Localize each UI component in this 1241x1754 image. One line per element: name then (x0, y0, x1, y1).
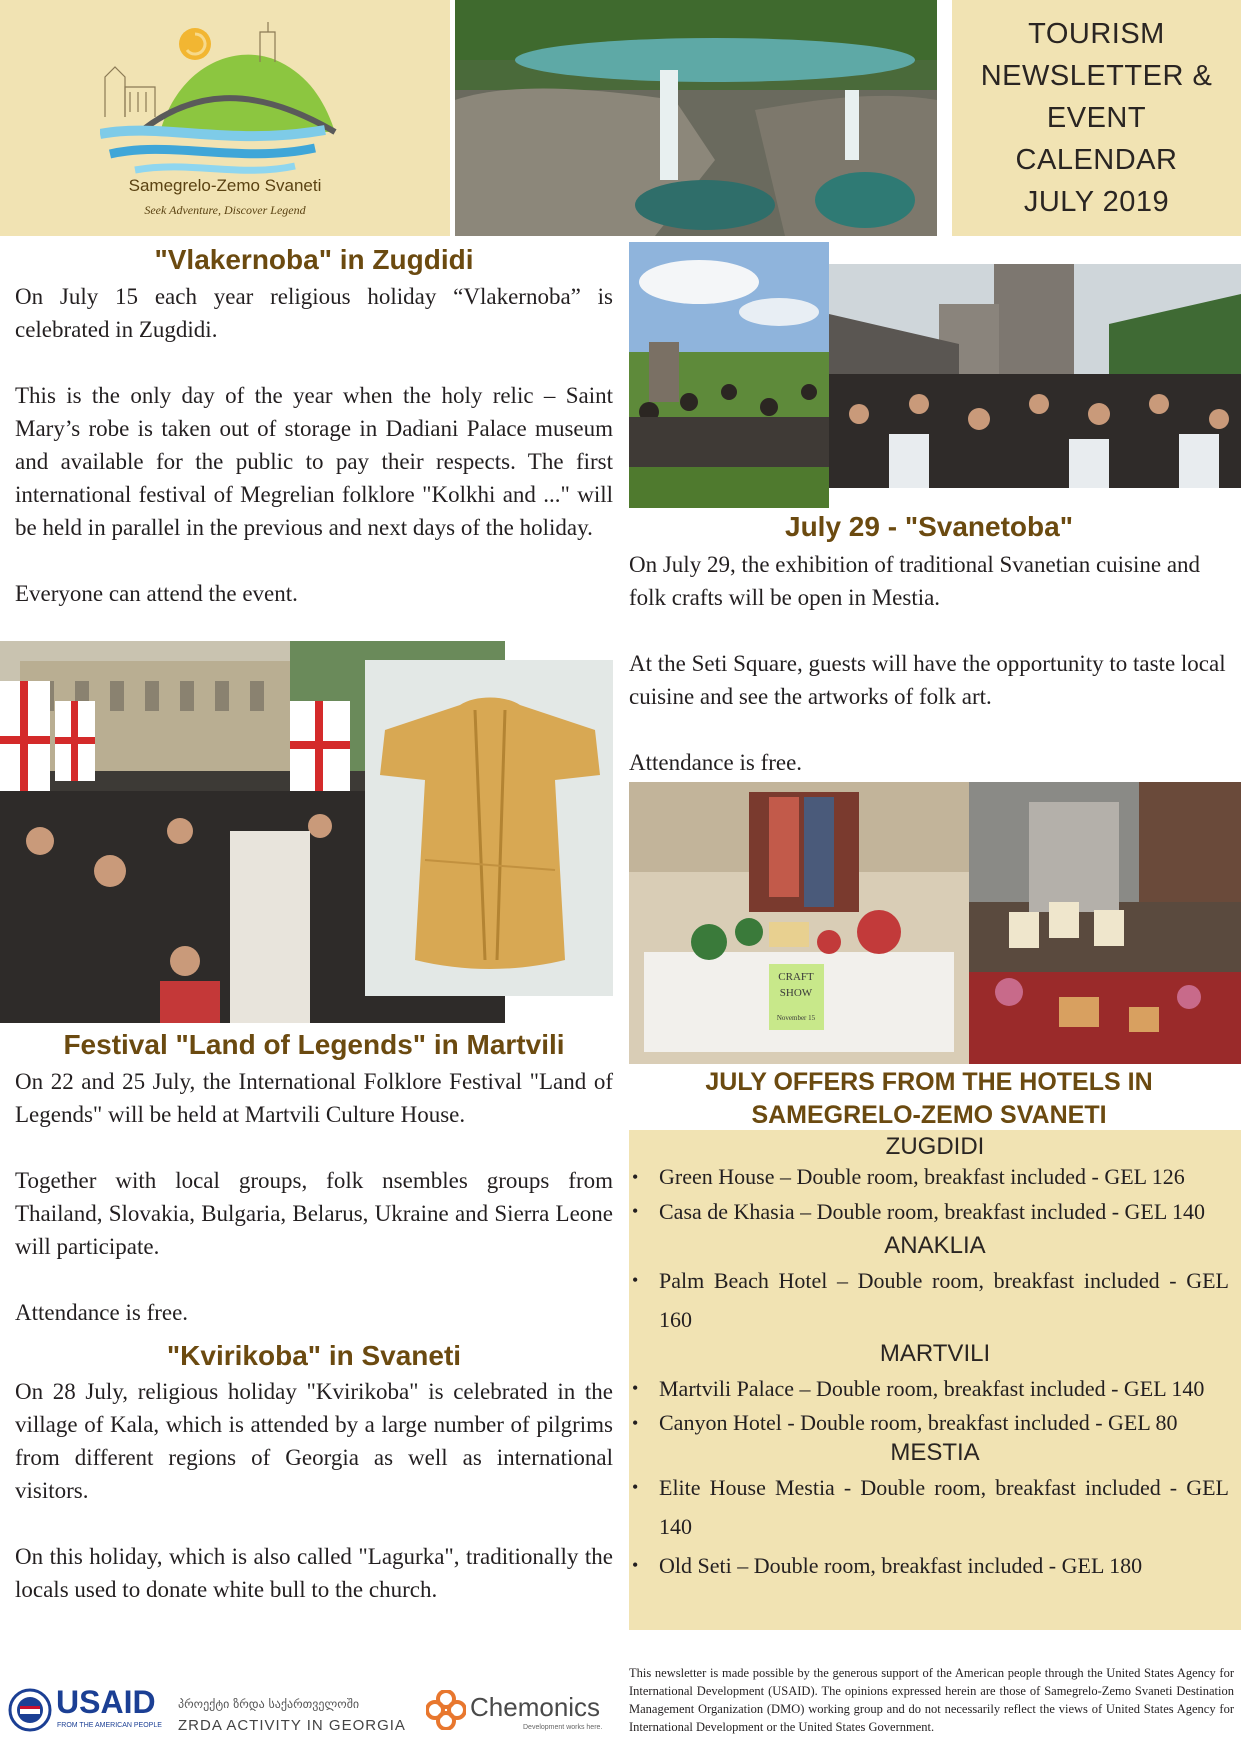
offers-city-zugdidi: ZUGDIDI (885, 1133, 985, 1160)
zrda-georgian-text: პროექტი ზრდა საქართველოში (178, 1697, 360, 1711)
logo-tagline: Seek Adventure, Discover Legend (144, 203, 306, 217)
svaneti-tower-crowd-photo (829, 264, 1241, 488)
chemonics-logo-text: Chemonics (470, 1692, 601, 1722)
svanetoba-heading: July 29 - "Svanetoba" (785, 511, 1073, 542)
hotel-offers-heading: JULY OFFERS FROM THE HOTELS IN SAMEGRELO-ZEMO SVANETI (705, 1068, 1153, 1129)
craft-sign-line-2: SHOW (779, 987, 813, 999)
zrda-activity-text: ZRDA ACTIVITY IN GEORGIA (178, 1717, 406, 1734)
logo-name: Samegrelo-Zemo Svaneti (128, 176, 322, 195)
offers-list-mestia (629, 1468, 1241, 1585)
land-of-legends-paragraph-2: Together with local groups, folk nsembles groups from Thailand, Slovakia, Bulgaria, Belarus, Ukraine and Sierra Leone will participate. (15, 1168, 613, 1259)
logo-panel (0, 0, 450, 236)
newsletter-title-panel (952, 0, 1241, 236)
disclaimer-text: This newsletter is made possible by the generous support of the American people through the United States Agency for International Development (USAID). The opinions expressed herein are those of Samegrelo-Zemo Svaneti Destination Management Organization (DMO) working group and do not necessarily reflect the views of United States Agency for International Development or the United States Government. (629, 1666, 1234, 1734)
usaid-seal-icon (8, 1688, 52, 1732)
offers-list-anaklia (629, 1261, 1241, 1339)
vlakernoba-paragraph-3: Everyone can attend the event. (15, 581, 298, 606)
svaneti-crowd-photo (629, 242, 829, 508)
land-of-legends-paragraph-1: On 22 and 25 July, the International Folklore Festival "Land of Legends" will be held at Martvili Culture House. (15, 1069, 613, 1127)
svanetoba-paragraph-2: At the Seti Square, guests will have the opportunity to taste local cuisine and see the artworks of folk art. (629, 651, 1226, 709)
land-of-legends-body (15, 1065, 613, 1329)
svanetoba-paragraph-3: Attendance is free. (629, 750, 803, 775)
kvirikoba-body (15, 1375, 613, 1606)
offer-item: • Palm Beach Hotel – Double room, breakfast included - GEL 160 (659, 1261, 1229, 1339)
newsletter-title: TOURISM NEWSLETTER & EVENT CALENDAR JULY 2019 (980, 18, 1213, 218)
kvirikoba-paragraph-1: On 28 July, religious holiday "Kvirikoba" is celebrated in the village of Kala, which is attended by a large number of pilgrims from different regions of Georgia as well as international visitors. (15, 1379, 613, 1503)
land-of-legends-heading: Festival "Land of Legends" in Martvili (63, 1029, 565, 1060)
vlakernoba-body (15, 280, 613, 610)
canyon-waterfall-photo (455, 0, 937, 236)
offers-city-anaklia: ANAKLIA (884, 1232, 986, 1259)
destination-logo (100, 22, 340, 182)
svanetoba-paragraph-1: On July 29, the exhibition of traditional Svanetian cuisine and folk crafts will be open in Mestia. (629, 552, 1201, 610)
vlakernoba-heading: "Vlakernoba" in Zugdidi (154, 244, 474, 275)
craft-show-table-photo (629, 782, 969, 1064)
offer-item: • Green House – Double room, breakfast included - GEL 126 (659, 1162, 1229, 1192)
offer-item: • Old Seti – Double room, breakfast included - GEL 180 (659, 1546, 1229, 1585)
vlakernoba-paragraph-2: This is the only day of the year when the holy relic – Saint Mary’s robe is taken out of storage in Dadiani Palace museum and available for the public to pay their respects. The first international festival of Megrelian folklore "Kolkhi and ..." will be held in parallel in the previous and next days of the holiday. (15, 383, 613, 540)
hotel-offers-panel (629, 1130, 1241, 1630)
kvirikoba-heading: "Kvirikoba" in Svaneti (166, 1340, 462, 1371)
offer-item: • Canyon Hotel - Double room, breakfast included - GEL 80 (659, 1408, 1229, 1438)
land-of-legends-paragraph-3: Attendance is free. (15, 1300, 189, 1325)
svanetoba-body (629, 548, 1229, 779)
offer-item: • Martvili Palace – Double room, breakfast included - GEL 140 (659, 1369, 1229, 1408)
offer-item: • Casa de Khasia – Double room, breakfast included - GEL 140 (659, 1192, 1229, 1231)
offer-item: • Elite House Mestia - Double room, breakfast included - GEL 140 (659, 1468, 1229, 1546)
usaid-logo-text: USAID (56, 1684, 156, 1720)
kvirikoba-paragraph-2: On this holiday, which is also called "Lagurka", traditionally the locals used to donate white bull to the church. (15, 1544, 613, 1602)
usaid-tagline: FROM THE AMERICAN PEOPLE (57, 1722, 162, 1729)
offers-list-zugdidi (629, 1162, 1241, 1231)
vlakernoba-paragraph-1: On July 15 each year religious holiday “Vlakernoba” is celebrated in Zugdidi. (15, 284, 613, 342)
folk-crafts-display-photo (969, 782, 1241, 1064)
offers-city-mestia: MESTIA (890, 1439, 980, 1466)
chemonics-tagline: Development works here. (523, 1724, 603, 1731)
saint-mary-robe-photo (365, 660, 613, 996)
craft-sign-line-3: November 15 (776, 1014, 816, 1022)
craft-sign-line-1: CRAFT (778, 971, 814, 983)
offers-city-martvili: MARTVILI (879, 1340, 991, 1367)
offers-list-martvili (629, 1369, 1241, 1438)
chemonics-flower-icon (426, 1690, 466, 1730)
